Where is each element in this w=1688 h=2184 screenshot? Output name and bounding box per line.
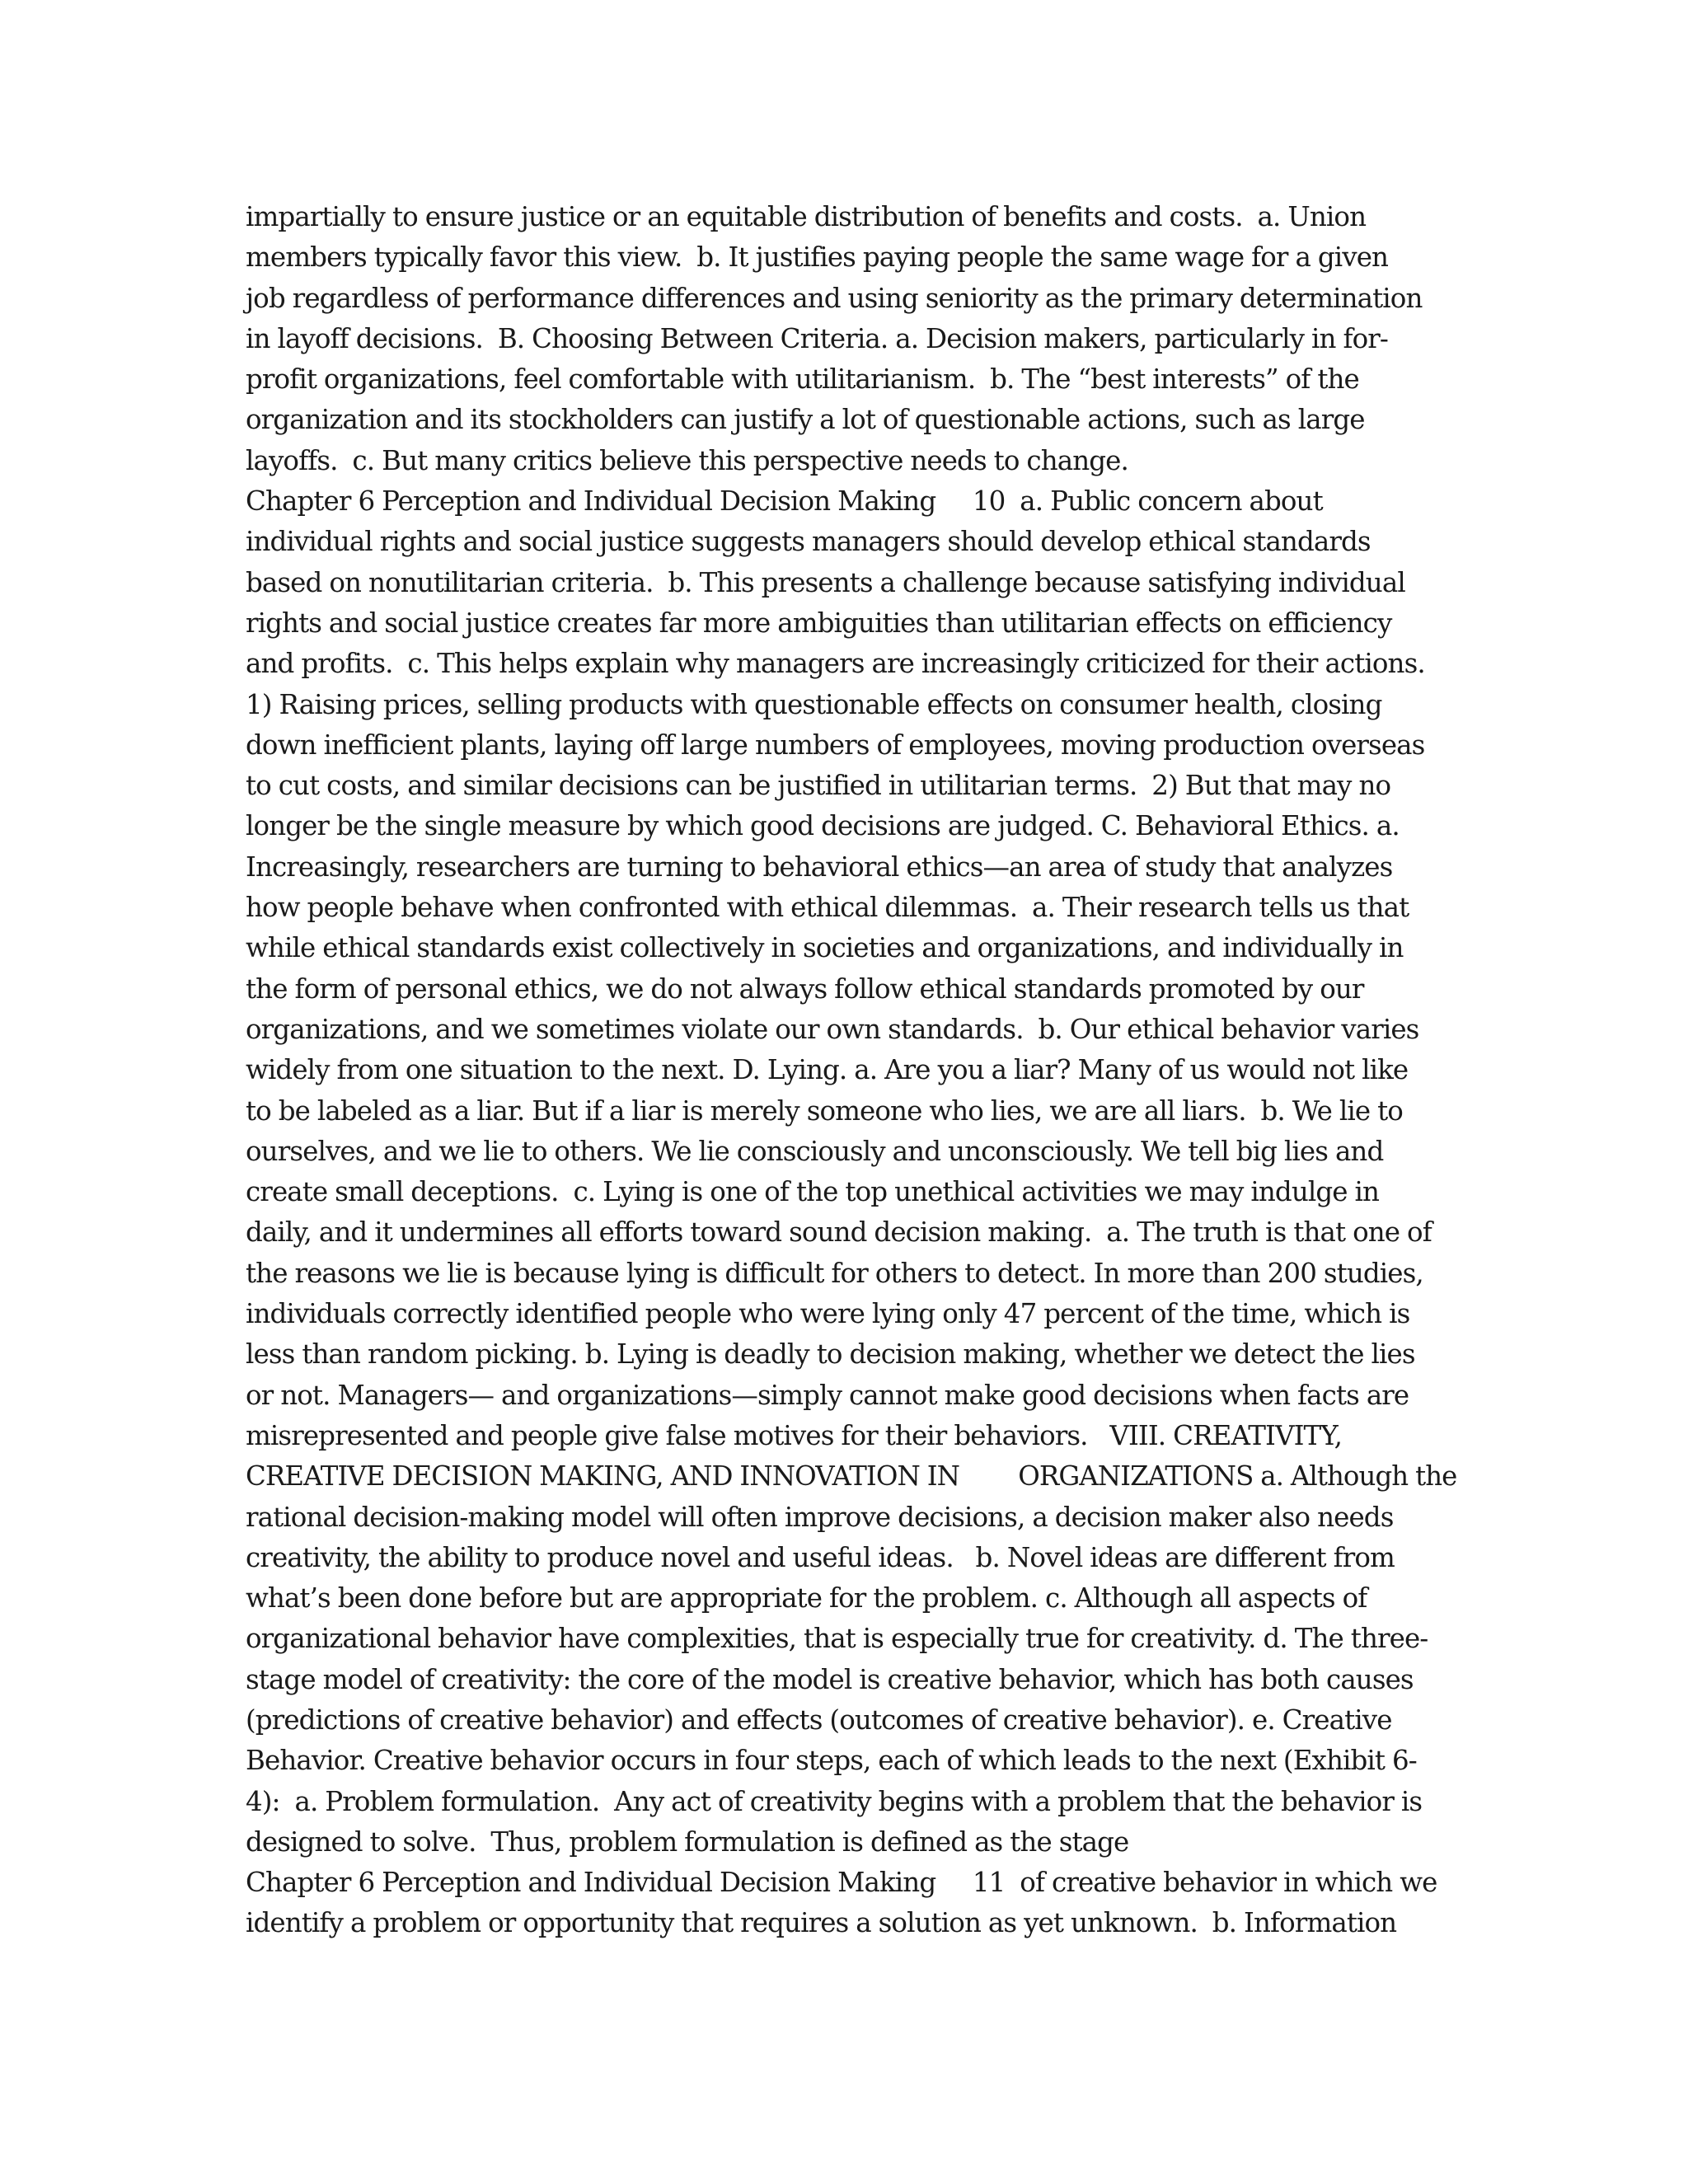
text-line: Behavior. Creative behavior occurs in four steps, each of which leads to the next (Exhibit 6- <box>246 1745 1417 1777</box>
text-line: impartially to ensure justice or an equitable distribution of benefits and costs. a. Union <box>246 201 1367 232</box>
text-line: layoffs. c. But many critics believe this perspective needs to change. <box>246 444 1128 476</box>
text-line: or not. Managers— and organizations—simply cannot make good decisions when facts are <box>246 1379 1409 1411</box>
text-line: Increasingly, researchers are turning to behavioral ethics—an area of study that analyzes <box>246 851 1393 883</box>
text-line: Chapter 6 Perception and Individual Decision Making 11 of creative behavior in which we <box>246 1867 1437 1899</box>
text-line: profit organizations, feel comfortable with utilitarianism. b. The “best interests” of the <box>246 363 1359 396</box>
text-line: 1) Raising prices, selling products with questionable effects on consumer health, closing <box>246 688 1382 720</box>
text-line: CREATIVE DECISION MAKING, AND INNOVATION IN ORGANIZATIONS a. Although the <box>246 1460 1457 1493</box>
text-line: organizational behavior have complexities, that is especially true for creativity. d. The three- <box>246 1623 1428 1655</box>
text-line: to cut costs, and similar decisions can be justified in utilitarian terms. 2) But that may no <box>246 770 1391 802</box>
text-line: individual rights and social justice suggests managers should develop ethical standards <box>246 526 1371 558</box>
text-line: Chapter 6 Perception and Individual Decision Making 10 a. Public concern about <box>246 485 1323 518</box>
text-line: longer be the single measure by which good decisions are judged. C. Behavioral Ethics. a. <box>246 810 1400 842</box>
text-line: the reasons we lie is because lying is difficult for others to detect. In more than 200 studies, <box>246 1257 1423 1289</box>
text-line: ourselves, and we lie to others. We lie consciously and unconsciously. We tell big lies and <box>246 1135 1384 1167</box>
text-line: rights and social justice creates far more ambiguities than utilitarian effects on efficiency <box>246 607 1392 639</box>
text-line: identify a problem or opportunity that requires a solution as yet unknown. b. Information <box>246 1907 1397 1939</box>
text-line: job regardless of performance differences and using seniority as the primary determination <box>246 282 1423 314</box>
text-line: (predictions of creative behavior) and effects (outcomes of creative behavior). e. Creative <box>246 1704 1392 1736</box>
text-line: daily, and it undermines all efforts toward sound decision making. a. The truth is that one of <box>246 1216 1432 1249</box>
text-line: in layoff decisions. B. Choosing Between Criteria. a. Decision makers, particularly in for- <box>246 322 1389 354</box>
text-line: stage model of creativity: the core of the model is creative behavior, which has both causes <box>246 1663 1414 1695</box>
text-line: organization and its stockholders can justify a lot of questionable actions, such as large <box>246 404 1365 436</box>
text-line: individuals correctly identified people who were lying only 47 percent of the time, which is <box>246 1298 1410 1330</box>
text-line: misrepresented and people give false motives for their behaviors. VIII. CREATIVITY, <box>246 1419 1343 1451</box>
text-line: rational decision-making model will often improve decisions, a decision maker also needs <box>246 1501 1394 1533</box>
text-line: designed to solve. Thus, problem formulation is defined as the stage <box>246 1825 1129 1858</box>
text-line: create small deceptions. c. Lying is one of the top unethical activities we may indulge in <box>246 1176 1380 1208</box>
text-line: and profits. c. This helps explain why managers are increasingly criticized for their actions. <box>246 648 1425 680</box>
text-line: less than random picking. b. Lying is deadly to decision making, whether we detect the lies <box>246 1338 1415 1371</box>
body-text <box>246 197 1457 1944</box>
text-line: creativity, the ability to produce novel and useful ideas. b. Novel ideas are different from <box>246 1541 1395 1573</box>
text-line: the form of personal ethics, we do not always follow ethical standards promoted by our <box>246 972 1364 1005</box>
text-line: based on nonutilitarian criteria. b. This presents a challenge because satisfying individual <box>246 566 1405 598</box>
text-line: organizations, and we sometimes violate our own standards. b. Our ethical behavior varies <box>246 1013 1419 1045</box>
text-line: while ethical standards exist collectively in societies and organizations, and individually in <box>246 932 1404 964</box>
text-line: how people behave when confronted with ethical dilemmas. a. Their research tells us that <box>246 892 1409 924</box>
text-line: what’s been done before but are appropriate for the problem. c. Although all aspects of <box>246 1582 1367 1615</box>
text-line: down inefficient plants, laying off large numbers of employees, moving production overseas <box>246 729 1425 761</box>
text-line: members typically favor this view. b. It justifies paying people the same wage for a given <box>246 241 1389 274</box>
text-line: to be labeled as a liar. But if a liar is merely someone who lies, we are all liars. b. We lie to <box>246 1094 1403 1127</box>
text-line: widely from one situation to the next. D. Lying. a. Are you a liar? Many of us would not like <box>246 1054 1409 1086</box>
text-line: 4): a. Problem formulation. Any act of creativity begins with a problem that the behavior is <box>246 1785 1423 1817</box>
